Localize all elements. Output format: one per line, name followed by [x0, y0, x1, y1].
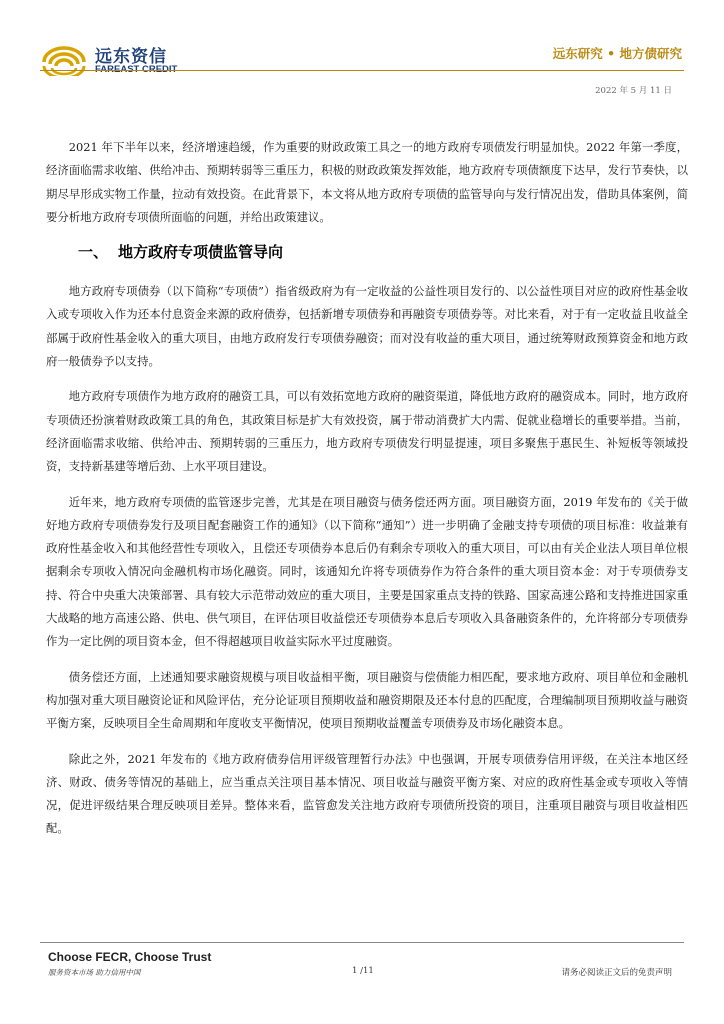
paragraph-4: 债务偿还方面，上述通知要求融资规模与项目收益相平衡，项目融资与偿债能力相匹配，要求地方政府、项目单位和金融机构加强对重大项目融资论证和风险评估，充分论证项目预期收益和融资期限及还本付息的匹配度，合理编制项目预期收益与融资平衡方案，反映项目全生命周期和年度收支平衡情况，使项目预期收益覆盖专项债券及市场化融资本息。: [46, 669, 688, 731]
footer-sub-slogan: 服务资本市场 助力信用中国: [48, 968, 141, 977]
logo-chinese-name: 远东资信: [95, 47, 167, 67]
section-number: 一、: [78, 243, 109, 262]
paragraph-1: 地方政府专项债券（以下简称“专项债”）指省级政府为有一定收益的公益性项目发行的、以公益性项目对应的政府性基金收入或专项收入作为还本付息资金来源的政府债券，包括新增专项债券和再融资专项债券等。对比来看，对于有一定收益且收益全部属于政府性基金收入的重大项目，由地方政府发行专项债券融资；而对没有收益的重大项目，通过统筹财政预算资金和地方政府一般债券予以支持。: [46, 284, 688, 369]
report-date: 2022 年 5 月 11 日: [595, 86, 672, 96]
paragraph-2: 地方政府专项债作为地方政府的融资工具，可以有效拓宽地方政府的融资渠道，降低地方政府的融资成本。同时，地方政府专项债还扮演着财政政策工具的角色，其政策目标是扩大有效投资，属于带动消费扩大内需、促就业稳增长的重要举措。当前，经济面临需求收缩、供给冲击、预期转弱的三重压力，地方政府专项债发行明显提速，项目多聚焦于惠民生、补短板等领域投资，支持新基建等增后劲、上水平项目建设。: [46, 389, 688, 474]
disclaimer-link: 请务必阅读正文后的免责声明: [561, 968, 672, 978]
paragraph-3: 近年来，地方政府专项债的监管逐步完善，尤其是在项目融资与债务偿还两方面。项目融资方面，2019 年发布的《关于做好地方政府专项债券发行及项目配套融资工作的通知》（以下简称“通知”）进一步明确了金融支持专项债的项目标准：收益兼有政府性基金收入和其他经营性专项收入，且偿还专项债券本息后仍有剩余专项收入的重大项目，可以由有关企业法人项目单位根据剩余专项收入情况向金融机构市场化融资。同时，该通知允许将专项债券作为符合条件的重大项目资本金：对于专项债券支持、符合中央重大决策部署、具有较大示范带动效应的重大项目，主要是国家重点支持的铁路、国家高速公路和支持推进国家重大战略的地方高速公路、供电、供气项目，在评估项目收益偿还专项债券本息后专项收入具备融资条件的，允许将部分专项债券作为一定比例的项目资本金，但不得超越项目收益实际水平过度融资。: [46, 494, 688, 649]
footer-divider: [40, 942, 684, 943]
footer-slogan: Choose FECR, Choose Trust: [48, 950, 212, 964]
page-header: [0, 0, 724, 100]
section-heading: [78, 241, 688, 262]
intro-paragraph: 2021 年下半年以来，经济增速趋缓，作为重要的财政政策工具之一的地方政府专项债发行明显加快。2022 年第一季度，经济面临需求收缩、供给冲击、预期转弱等三重压力，积极的财政政策发挥效能，地方政府专项债额度下达早，发行节奏快，以期尽早形成实物工作量，拉动有效投资。在此背景下，本文将从地方政府专项债的监管导向与发行情况出发，借助具体案例，简要分析地方政府专项债所面临的问题，并给出政策建议。: [46, 140, 688, 224]
section-title: 地方政府专项债监管导向: [118, 243, 284, 262]
document-body: [46, 136, 688, 853]
report-series-title: 远东研究 • 地方债研究: [552, 46, 682, 61]
page-number: 1 /11: [352, 966, 374, 976]
page-footer: [0, 930, 724, 1024]
paragraph-5: 除此之外，2021 年发布的《地方政府债券信用评级管理暂行办法》中也强调，开展专项债券信用评级，在关注本地区经济、财政、债务等情况的基础上，应当重点关注项目基本情况、项目收益与融资平衡方案、对应的政府性基金或专项收入等情况，促进评级结果合理反映项目差异。整体来看，监管愈发关注地方政府专项债所投资的项目，注重项目融资与项目收益相匹配。: [46, 751, 688, 836]
header-divider: [40, 70, 684, 71]
company-logo: [40, 40, 200, 80]
